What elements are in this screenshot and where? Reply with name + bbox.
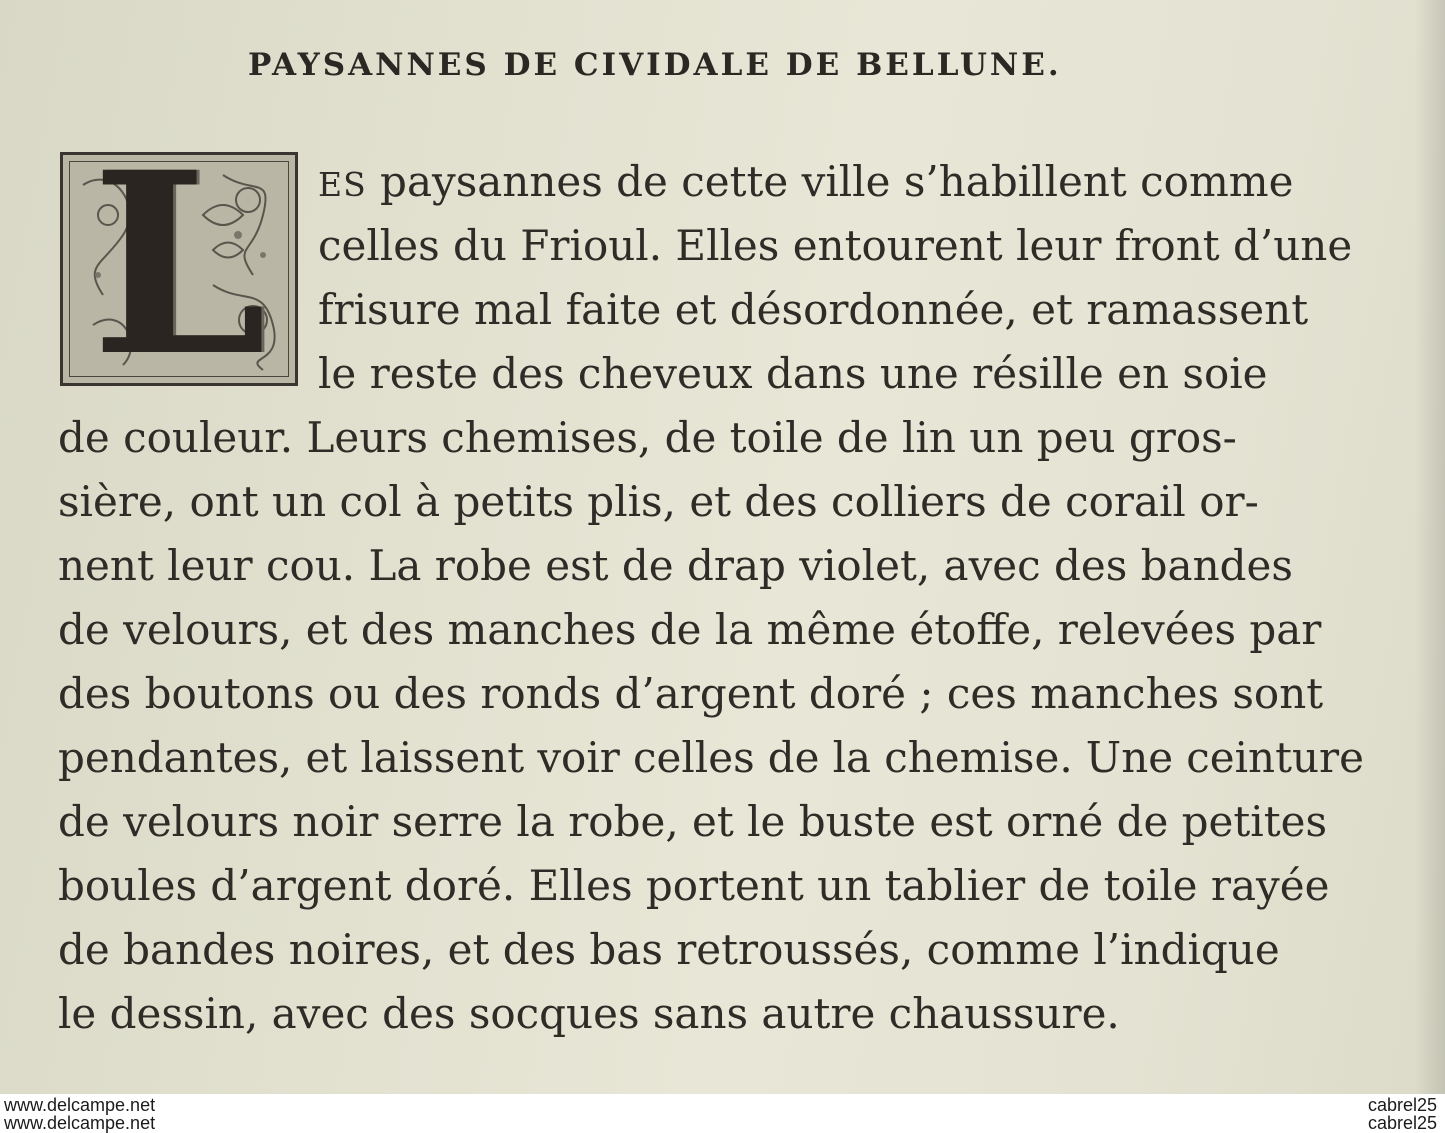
text-line-9: des boutons ou des ronds d’argent doré ; ces manches sont bbox=[58, 669, 1324, 718]
watermark-seller-name: cabrel25 bbox=[1367, 1095, 1437, 1115]
text-line-7: nent leur cou. La robe est de drap violet, avec des bandes bbox=[58, 541, 1293, 590]
text-line-4: le reste des cheveux dans une résille en soie bbox=[318, 349, 1268, 398]
text-line-13: de bandes noires, et des bas retroussés, comme l’indique bbox=[58, 925, 1280, 974]
text-line-5: de couleur. Leurs chemises, de toile de lin un peu gros- bbox=[58, 413, 1237, 462]
watermark-site-url: www.delcampe.net bbox=[4, 1095, 156, 1115]
line-text: paysannes de cette ville s’habillent comme bbox=[366, 157, 1294, 206]
text-line-2: celles du Frioul. Elles entourent leur front d’une bbox=[318, 221, 1353, 270]
watermark-seller-name: cabrel25 bbox=[1367, 1113, 1437, 1133]
text-line-12: boules d’argent doré. Elles portent un tablier de toile rayée bbox=[58, 861, 1330, 910]
watermark-site-url: www.delcampe.net bbox=[4, 1113, 156, 1133]
text-line-6: sière, ont un col à petits plis, et des colliers de corail or- bbox=[58, 477, 1259, 526]
text-line-14: le dessin, avec des socques sans autre chaussure. bbox=[58, 989, 1120, 1038]
small-caps-start: ES bbox=[318, 165, 367, 204]
text-line-1 bbox=[318, 150, 1364, 214]
text-line-8: de velours, et des manches de la même étoffe, relevées par bbox=[58, 605, 1322, 654]
drop-cap-letter: L bbox=[91, 152, 267, 386]
text-line-3: frisure mal faite et désordonnée, et ramassent bbox=[318, 285, 1309, 334]
page-title: PAYSANNES DE CIVIDALE DE BELLUNE. bbox=[248, 47, 1062, 83]
text-line-11: de velours noir serre la robe, et le buste est orné de petites bbox=[58, 797, 1328, 846]
text-line-10: pendantes, et laissent voir celles de la chemise. Une ceinture bbox=[58, 733, 1364, 782]
